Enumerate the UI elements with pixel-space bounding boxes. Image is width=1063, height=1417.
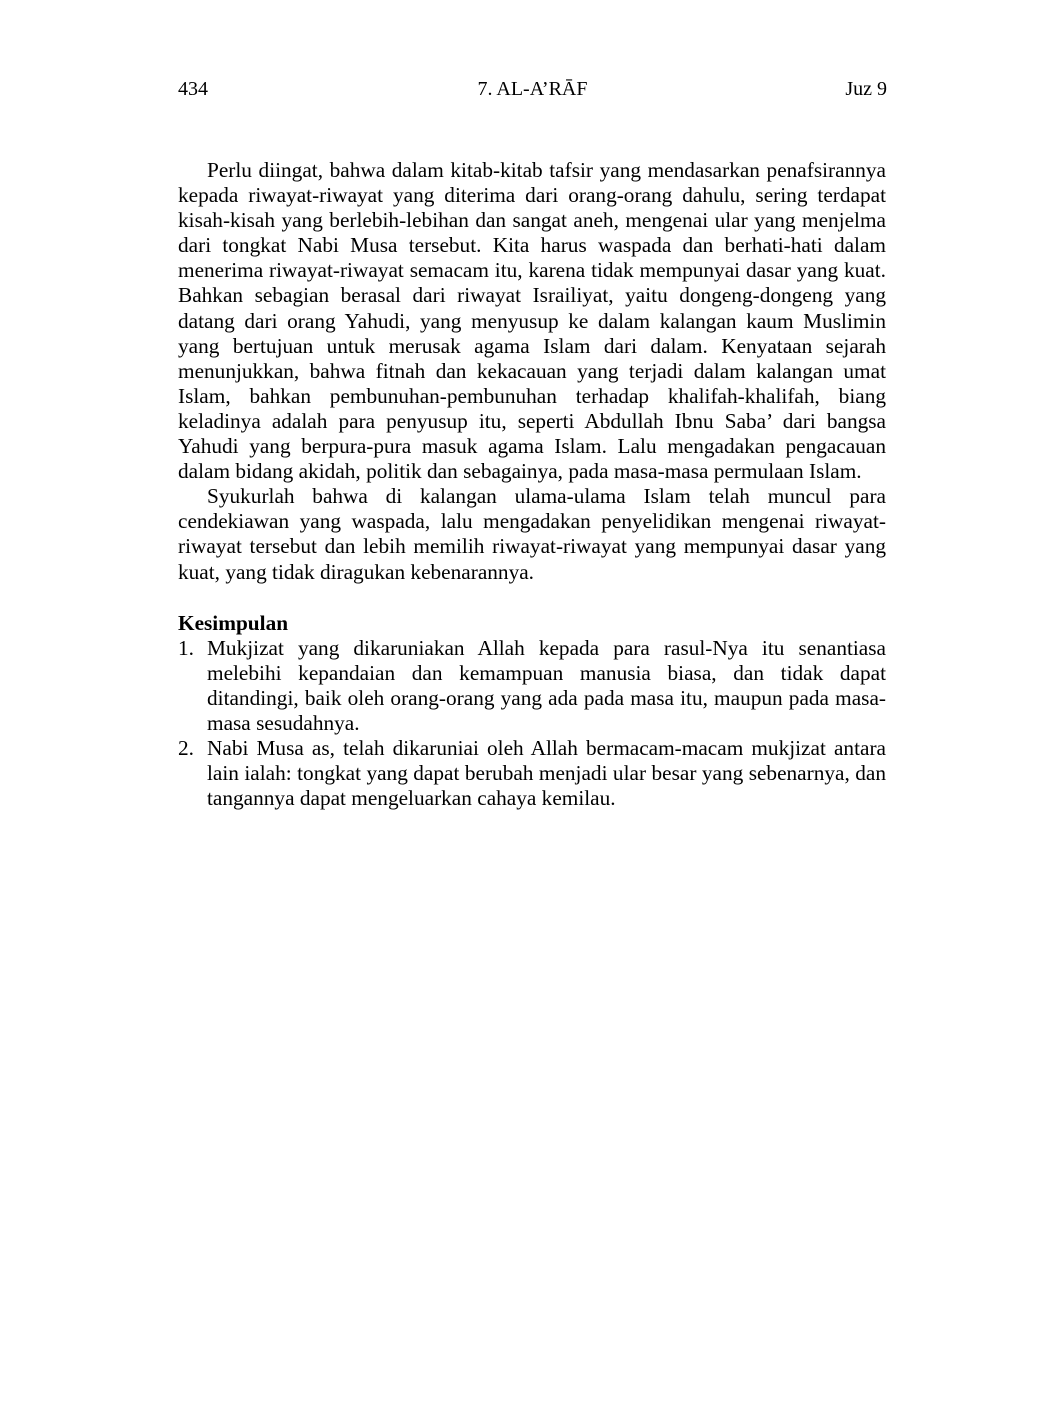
list-item-text: Mukjizat yang dikaruniakan Allah kepada para rasul-Nya itu senantiasa melebihi kepandaian dan kemampuan manusia biasa, dan tidak dapat ditandingi, baik oleh orang-orang yang ada pada masa itu, maupun pada masa-masa sesudahnya.	[207, 635, 886, 735]
body-paragraph: Syukurlah bahwa di kalangan ulama-ulama Islam telah muncul para cendekiawan yang waspada, lalu mengadakan penyelidikan mengenai riwayat-riwayat tersebut dan lebih memilih riwayat-riwayat yang mempunyai dasar yang kuat, yang tidak diragukan kebenarannya.	[178, 484, 886, 584]
body-paragraph: Perlu diingat, bahwa dalam kitab-kitab tafsir yang mendasarkan penafsirannya kepada riwayat-riwayat yang diterima dari orang-orang dahulu, sering terdapat kisah-kisah yang berlebih-lebihan dan sangat aneh, mengenai ular yang menjelma dari tongkat Nabi Musa tersebut. Kita harus waspada dan berhati-hati dalam menerima riwayat-riwayat semacam itu, karena tidak mempunyai dasar yang kuat. Bahkan sebagian berasal dari riwayat Israiliyat, yaitu dongeng-dongeng yang datang dari orang Yahudi, yang menyusup ke dalam kalangan kaum Muslimin yang bertujuan untuk merusak agama Islam dari dalam. Kenyataan sejarah menunjukkan, bahwa fitnah dan kekacauan yang terjadi dalam kalangan umat Islam, bahkan pembunuhan-pembunuhan terhadap khalifah-khalifah, biang keladinya adalah para penyusup itu, seperti Abdullah Ibnu Saba’ dari bangsa Yahudi yang berpura-pura masuk agama Islam. Lalu mengadakan pengacauan dalam bidang akidah, politik dan sebagainya, pada masa-masa permulaan Islam.	[178, 158, 886, 484]
list-item-text: Nabi Musa as, telah dikaruniai oleh Allah bermacam-macam mukjizat antara lain ialah: tongkat yang dapat berubah menjadi ular besar yang sebenarnya, dan tangannya dapat mengeluarkan cahaya kemilau.	[207, 736, 886, 811]
list-item-number: 2.	[178, 736, 194, 761]
juz-label: Juz 9	[845, 78, 887, 100]
list-item-number: 1.	[178, 635, 194, 660]
conclusion-heading: Kesimpulan	[178, 610, 289, 635]
list-item	[178, 636, 886, 736]
list-item	[178, 736, 886, 811]
page-header	[178, 76, 887, 102]
conclusion-list	[178, 636, 886, 812]
page-number: 434	[178, 78, 208, 100]
chapter-title: 7. AL-A’RĀF	[477, 78, 588, 100]
page-content	[178, 158, 886, 811]
